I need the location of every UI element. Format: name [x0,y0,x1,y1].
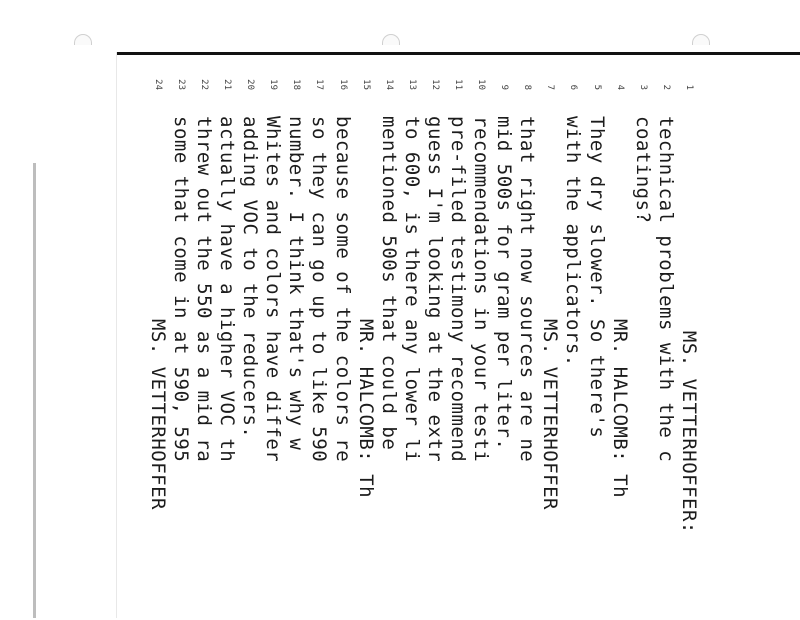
transcript-line [377,60,400,620]
transcript-line [331,60,354,620]
line-text: MS. VETTERHOFFER [146,116,169,510]
line-number: 12 [429,79,440,90]
transcript-line [238,60,261,620]
binder-hole-middle [382,34,400,45]
line-number: 11 [453,79,464,90]
transcript-page [120,60,700,620]
line-text: pre-filed testimony recommend [447,116,470,463]
transcript-line [585,60,608,620]
transcript-line [169,60,192,620]
transcript-line [307,60,330,620]
transcript-line [538,60,561,620]
binder-hole-left [74,34,92,45]
line-text: number. I think that's why w [285,116,308,451]
line-text: threw out the 550 as a mid ra [192,116,215,463]
transcript-line [654,60,677,620]
line-number: 19 [268,79,279,90]
line-text: to 600, is there any lower li [400,116,423,463]
transcript-line [400,60,423,620]
line-number: 18 [291,79,302,90]
line-number: 10 [476,79,487,90]
line-text: because some of the colors re [331,116,354,463]
line-text: MR. HALCOMB: Th [354,116,377,499]
transcript-line [215,60,238,620]
line-number: 8 [522,84,533,90]
transcript-line [492,60,515,620]
line-text: recommendations in your testi [470,116,493,463]
line-number: 6 [568,84,579,90]
line-text: that right now sources are ne [516,116,539,463]
line-text: MR. HALCOMB: Th [608,116,631,499]
line-number: 3 [637,84,648,90]
binder-hole-right [692,34,710,45]
transcript-line [354,60,377,620]
transcript-line [146,60,169,620]
transcript-line [284,60,307,620]
line-number: 14 [383,79,394,90]
transcript-line [677,60,700,620]
line-text: some that come in at 590, 595 [169,116,192,463]
line-text: adding VOC to the reducers. [239,116,262,439]
line-number: 2 [660,84,671,90]
line-number: 22 [198,79,209,90]
scan-left-edge [33,163,36,618]
transcript-line [469,60,492,620]
line-text: coatings? [631,116,654,224]
line-text: They dry slower. So there's [585,116,608,439]
line-number: 1 [683,84,694,90]
line-text: guess I'm looking at the extr [423,116,446,463]
line-text: technical problems with the c [654,116,677,463]
line-number: 9 [499,84,510,90]
transcript-line [192,60,215,620]
line-text: mid 500s for gram per liter. [493,116,516,451]
line-text: MS. VETTERHOFFER: [677,116,700,534]
transcript-line [631,60,654,620]
line-number: 16 [337,79,348,90]
line-text: Whites and colors have differ [262,116,285,463]
line-number: 15 [360,79,371,90]
transcript-line [261,60,284,620]
line-number: 17 [314,79,325,90]
page-top-border [116,52,800,55]
line-text: actually have a higher VOC th [216,116,239,463]
line-number: 23 [175,79,186,90]
line-text: with the applicators. [562,116,585,367]
line-number: 5 [591,84,602,90]
transcript-line [561,60,584,620]
line-number: 4 [614,84,625,90]
transcript-line [608,60,631,620]
line-text: so they can go up to like 590 [308,116,331,463]
line-text: mentioned 500s that could be [377,116,400,451]
page-left-border [116,52,117,618]
transcript-line [423,60,446,620]
line-number: 13 [406,79,417,90]
line-number: 20 [245,79,256,90]
line-text: MS. VETTERHOFFER [539,116,562,510]
line-number: 7 [545,84,556,90]
line-number: 21 [222,79,233,90]
transcript-line [515,60,538,620]
line-number: 24 [152,79,163,90]
transcript-line [446,60,469,620]
